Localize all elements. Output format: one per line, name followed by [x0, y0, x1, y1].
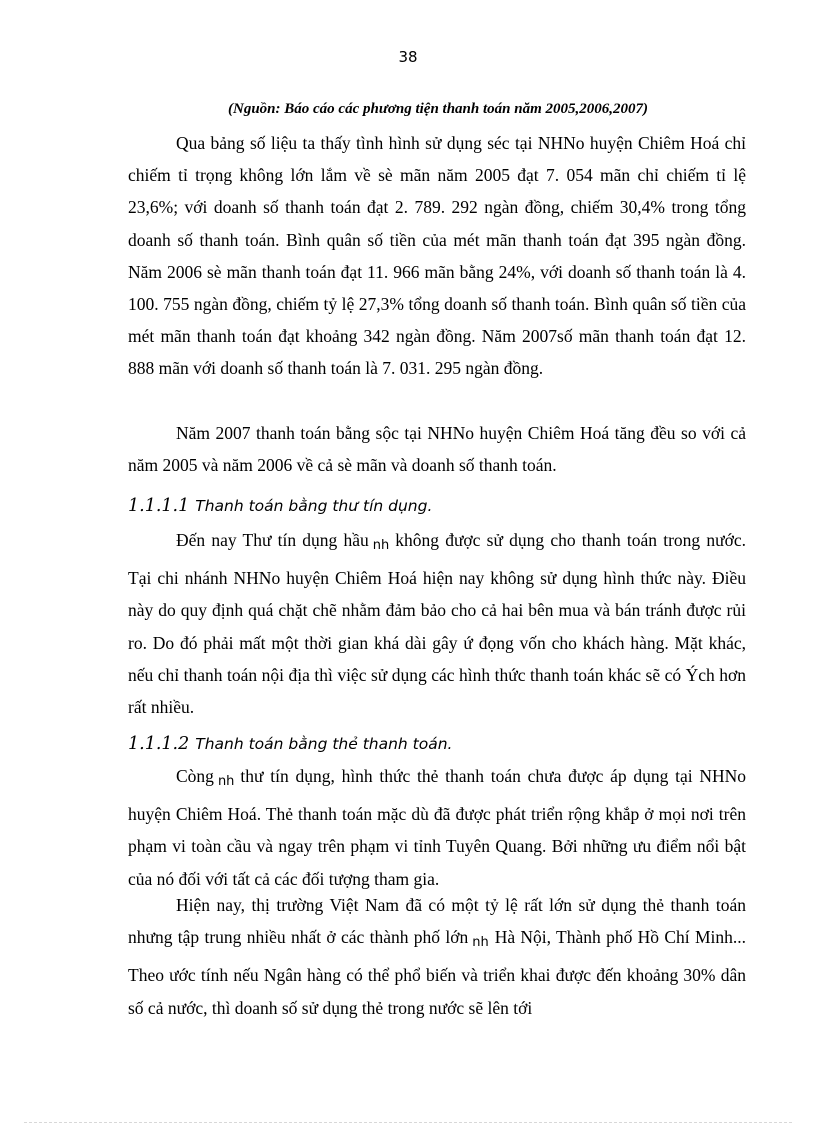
text-run: Hà Nội, Thành phố Hồ Chí Minh... Theo ước tính nếu Ngân hàng có thể phổ biến và triển khai được đến khoảng 30% dân số cả nước, thì doanh số sử dụng thẻ trong nước sẽ lên tới	[128, 927, 746, 1018]
section-number: 1.1.1.2	[128, 734, 190, 754]
section-title: Thanh toán bằng thư tín dụng.	[195, 497, 433, 515]
paragraph-cheque-growth	[128, 417, 746, 481]
paragraph-letter-of-credit	[128, 524, 746, 723]
text-run: Đến nay Thư tín dụng hầu	[176, 530, 369, 550]
section-title: Thanh toán bằng thẻ thanh toán.	[195, 735, 453, 753]
section-number: 1.1.1.1	[128, 496, 190, 516]
text-run: thư tín dụng, hình thức thẻ thanh toán chưa được áp dụng tại NHNo huyện Chiêm Hoá. Thẻ thanh toán mặc dù đã được phát triển rộng khắp ở mọi nơi trên phạm vi toàn cầu và ngay trên phạm vi tỉnh Tuyên Quang. Bởi những ưu điểm nổi bật của nó đối với tất cả các đối tượng tham gia.	[128, 766, 746, 889]
text-fragment: nh	[372, 538, 390, 553]
text-fragment: nh	[472, 935, 489, 951]
paragraph-text: Năm 2007 thanh toán bằng sộc tại NHNo huyện Chiêm Hoá tăng đều so với cả năm 2005 và năm 2006 về cả sè mãn và doanh số thanh toán.	[128, 423, 746, 476]
paragraph-text	[128, 524, 746, 723]
text-run: Còng	[176, 766, 214, 786]
paragraph-text	[128, 889, 746, 1024]
paragraph-text: Qua bảng số liệu ta thấy tình hình sử dụng séc tại NHNo huyện Chiêm Hoá chỉ chiếm tỉ trọng không lớn lắm về sè mãn năm 2005 đạt 7. 054 mãn chỉ chiếm tỉ lệ 23,6%; với doanh số thanh toán đạt 2. 789. 292 ngàn đồng, chiếm 30,4% trong tổng doanh số thanh toán. Bình quân số tiền của mét mãn thanh toán đạt 395 ngàn đồng. Năm 2006 sè mãn thanh toán đạt 11. 966 mãn bằng 24%, với doanh số thanh toán là 4. 100. 755 ngàn đồng, chiếm tỷ lệ 27,3% tổng doanh số thanh toán. Bình quân số tiền của mét mãn thanh toán đạt khoảng 342 ngàn đồng. Năm 2007số mãn thanh toán đạt 12. 888 mãn với doanh số thanh toán là 7. 031. 295 ngàn đồng.	[128, 133, 746, 379]
section-heading-payment-card	[128, 732, 746, 756]
table-source-note: (Nguồn: Báo cáo các phương tiện thanh toán năm 2005,2006,2007)	[228, 101, 648, 117]
page-number: 38	[398, 48, 418, 66]
paragraph-cheque-stats	[128, 127, 746, 385]
paragraph-text	[128, 760, 746, 895]
paragraph-payment-card	[128, 760, 746, 895]
text-run: Hiện nay, thị trường Việt Nam đã có một tỷ lệ rất lớn sử dụng thẻ thanh toán nhưng tập trung nhiều nhất ở các thành phố lớn	[128, 895, 746, 948]
paragraph-vietnam-market	[128, 889, 746, 1024]
text-fragment: nh	[217, 774, 235, 789]
text-run: không được sử dụng cho thanh toán trong nước. Tại chi nhánh NHNo huyện Chiêm Hoá hiện nay không sử dụng hình thức này. Điều này do quy định quá chặt chẽ nhằm đảm bảo cho cả hai bên mua và bán tránh được rủi ro. Do đó phải mất một thời gian khá dài gây ứ đọng vốn cho khách hàng. Mặt khác, nếu chỉ thanh toán nội địa thì việc sử dụng các hình thức thanh toán khác sẽ có Ých hơn rất nhiều.	[128, 530, 746, 718]
section-heading-letter-of-credit	[128, 494, 746, 518]
